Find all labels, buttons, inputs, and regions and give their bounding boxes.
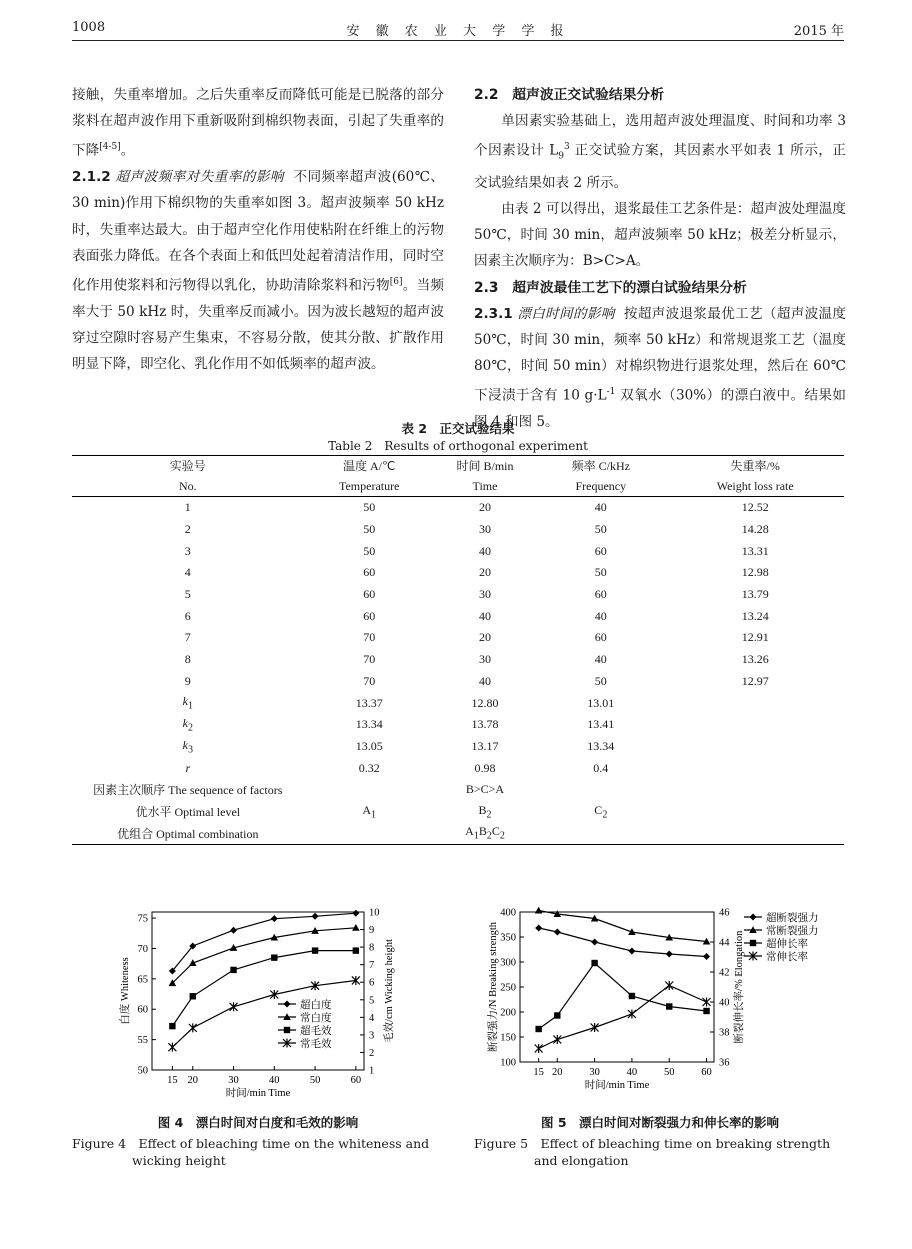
y2-tick-label: 8	[369, 942, 375, 954]
y-tick-label: 55	[137, 1035, 148, 1047]
publication-year: 2015 年	[793, 24, 844, 39]
x-tick-label: 30	[228, 1075, 239, 1086]
data-point	[230, 927, 237, 934]
data-point	[190, 993, 196, 999]
legend-label: 超毛效	[300, 1026, 332, 1037]
y-axis-label: 断裂强力/N Breaking strength	[488, 921, 499, 1053]
x-tick-label: 40	[626, 1067, 638, 1078]
data-point	[591, 1023, 599, 1032]
y2-tick-label: 42	[719, 967, 730, 979]
sequence-row: 因素主次顺序 The sequence of factors B>C>A	[93, 782, 505, 798]
y2-tick-label: 10	[369, 907, 380, 919]
data-point	[703, 998, 711, 1007]
paragraph: 2.1.2 超声波频率对失重率的影响 不同频率超声波(60℃、30 min)作用下棉织物的失重率如图 3。超声波频率 50 kHz 时，失重率达最大。由于超声空化作用使粘附在纤维上的污物表面张力降低。在各个表面上和低凹处起着清洁作用，同时空化作用使浆料和污物得以乳化，协助清除浆料和污物[6]。当频率大于 50 kHz 时，失重率反而减小。因为波长越短的超声波穿过空隙时容易产生集束，不容易分散，使其分散、扩散作用明显下降，即空化、乳化作用不如低频率的超声波。	[72, 169, 444, 373]
strength-elongation-chart	[476, 900, 856, 1100]
series-line	[539, 928, 707, 957]
left-column	[72, 82, 444, 377]
x-tick-label: 20	[552, 1067, 563, 1078]
data-point	[535, 907, 543, 914]
legend-label: 常伸长率	[766, 952, 808, 963]
y-tick-label: 150	[500, 1032, 516, 1044]
table-caption-zh: 表 2 正交试验结果	[401, 421, 515, 436]
col-header: 温度 A/℃	[304, 456, 435, 477]
y2-tick-label: 3	[369, 1030, 375, 1042]
paragraph: 由表 2 可以得出，退浆最佳工艺条件是：超声波处理温度 50℃，时间 30 min，超声波频率 50 kHz；极差分析显示，因素主次顺序为：B>C>A。	[474, 201, 846, 270]
col-header: No.	[72, 476, 304, 497]
data-point	[169, 1023, 175, 1029]
data-point	[703, 953, 710, 960]
series-line	[172, 913, 355, 971]
section-number: 2.3.1	[474, 305, 513, 322]
data-point	[665, 981, 673, 990]
figure-4	[108, 900, 418, 1104]
table-row: 7 70 20 60 12.91	[184, 630, 769, 645]
y2-tick-label: 36	[719, 1057, 730, 1069]
x-tick-label: 15	[533, 1067, 544, 1078]
x-tick-label: 50	[309, 1075, 321, 1086]
y-tick-label: 200	[500, 1007, 516, 1019]
data-point	[271, 954, 277, 960]
x-tick-label: 30	[589, 1067, 600, 1078]
y2-tick-label: 4	[369, 1012, 375, 1024]
y2-tick-label: 9	[369, 925, 375, 937]
y2-tick-label: 46	[719, 907, 730, 919]
x-tick-label: 60	[701, 1067, 712, 1078]
data-point	[591, 939, 598, 946]
data-point	[535, 1026, 541, 1032]
data-point	[230, 967, 236, 973]
y2-tick-label: 6	[369, 977, 375, 989]
data-point	[271, 915, 278, 922]
table-row: 3 50 40 60 13.31	[184, 543, 769, 558]
y-tick-label: 50	[137, 1065, 148, 1077]
table-row: 2 50 30 50 14.28	[184, 522, 769, 537]
plot-frame	[152, 912, 364, 1070]
range-row: r 0.32 0.98 0.4	[185, 760, 609, 775]
y2-tick-label: 38	[719, 1027, 730, 1039]
col-header: 实验号	[72, 456, 304, 477]
series-line	[172, 928, 355, 983]
data-point	[553, 1035, 561, 1044]
y-tick-label: 250	[500, 982, 516, 994]
table-caption-en: Table 2 Results of orthogonal experiment	[328, 439, 588, 453]
x-tick-label: 40	[269, 1075, 280, 1086]
legend-label: 超断裂强力	[766, 913, 819, 924]
y-tick-label: 100	[500, 1057, 516, 1069]
data-point	[629, 993, 635, 999]
paragraph: 2.3.1 漂白时间的影响 按超声波退浆最优工艺（超声波温度 50℃，时间 30 min，频率 50 kHz）和常规退浆工艺（温度 80℃，时间 50 min）对棉织物进行退浆处理，然后在 60℃下浸渍于含有 10 $g\cdot L^{-1}$ 双氧水（30%）的漂白液中。结果如图 4 和图 5。	[474, 305, 847, 431]
data-point	[666, 951, 673, 958]
k-row: $k_3$ 13.05 13.17 13.34	[182, 737, 615, 756]
col-header: 失重率/%	[666, 456, 844, 477]
data-point	[666, 1003, 672, 1009]
section-title: 漂白时间的影响	[517, 305, 615, 322]
data-point	[353, 947, 359, 953]
y2-tick-label: 1	[369, 1065, 375, 1077]
legend-label: 超白度	[300, 1000, 332, 1011]
journal-name: 安 徽 农 业 大 学 学 报	[346, 24, 570, 39]
results-table	[72, 455, 844, 845]
data-point	[312, 913, 319, 920]
y2-tick-label: 40	[719, 997, 730, 1009]
legend-marker	[284, 1001, 291, 1008]
x-tick-label: 50	[663, 1067, 675, 1078]
citation: [6]	[389, 276, 403, 287]
data-point	[270, 990, 278, 999]
table-row: 4 60 20 50 12.98	[184, 565, 769, 580]
legend-label: 超伸长率	[766, 939, 808, 950]
col-header: Temperature	[304, 476, 435, 497]
y-tick-label: 65	[137, 974, 148, 986]
x-axis-label: 时间/min Time	[584, 1080, 650, 1091]
data-point	[535, 925, 542, 932]
table-row: 9 70 40 50 12.97	[184, 673, 769, 688]
x-tick-label: 60	[350, 1075, 362, 1086]
data-point	[230, 1002, 238, 1011]
col-header: Frequency	[535, 476, 666, 497]
page-number: 1008	[72, 20, 106, 35]
y2-axis-label: 毛效/cm Wicking height	[384, 939, 395, 1043]
legend-label: 常断裂强力	[766, 926, 819, 937]
y-tick-label: 75	[137, 913, 148, 925]
legend-marker	[750, 940, 756, 946]
legend-marker	[284, 1027, 290, 1033]
section-heading: 2.2 超声波正交试验结果分析	[474, 87, 665, 103]
paragraph: 单因素实验基础上，选用超声波处理温度、时间和功率 3 个因素设计 $L_9^3$ 正交试验方案，其因素水平如表 1 所示，正交试验结果如表 2 所示。	[474, 113, 846, 191]
x-tick-label: 15	[167, 1075, 178, 1086]
optimal-combination-row: 优组合 Optimal combination $A_1B_2C_2$	[72, 822, 844, 844]
k-row: $k_1$ 13.37 12.80 13.01	[182, 694, 615, 712]
col-header: Time	[435, 476, 535, 497]
col-header: Weight loss rate	[666, 476, 844, 497]
data-point	[703, 1008, 709, 1014]
y2-tick-label: 5	[369, 995, 375, 1007]
data-point	[352, 910, 359, 917]
figure-5-caption: 图 5 漂白时间对断裂强力和伸长率的影响 Figure 5 Effect of bleaching time on breaking strength and elongation	[474, 1115, 831, 1168]
y-tick-label: 60	[137, 1004, 148, 1016]
y-tick-label: 400	[500, 907, 516, 919]
legend-marker	[750, 914, 757, 921]
y-tick-label: 300	[500, 957, 516, 969]
right-column	[474, 82, 846, 435]
section-title: 超声波频率对失重率的影响	[115, 169, 284, 186]
data-point	[189, 1023, 197, 1032]
y2-tick-label: 2	[369, 1047, 375, 1059]
series-line	[539, 986, 707, 1049]
section-number: 2.1.2	[72, 169, 111, 186]
data-point	[554, 1012, 560, 1018]
plot-frame	[520, 912, 714, 1062]
y2-tick-label: 44	[719, 937, 730, 949]
y-tick-label: 350	[500, 932, 516, 944]
data-point	[168, 1043, 176, 1052]
k-row: $k_2$ 13.34 13.78 13.41	[182, 716, 615, 734]
data-point	[554, 929, 561, 936]
table-row: 6 60 40 40 13.24	[184, 608, 769, 623]
y-axis-label: 白度 Whiteness	[120, 957, 131, 1025]
y2-tick-label: 7	[369, 960, 375, 972]
data-point	[312, 947, 318, 953]
table-row: 1 50 20 40 12.52	[184, 500, 769, 515]
figure-5	[476, 900, 856, 1104]
y-tick-label: 70	[137, 943, 148, 955]
data-point	[591, 960, 597, 966]
figure-4-caption: 图 4 漂白时间对白度和毛效的影响 Figure 4 Effect of bleaching time on the whiteness and wicking height	[72, 1115, 430, 1168]
data-point	[535, 1044, 543, 1053]
legend-label: 常白度	[300, 1013, 332, 1024]
optimal-level-row: 优水平 Optimal level $A_1$ $B_2$ $C_2$	[135, 802, 608, 821]
col-header: 频率 C/kHz	[535, 456, 666, 477]
citation: [4-5]	[99, 142, 121, 153]
section-heading: 2.3 超声波最佳工艺下的漂白试验结果分析	[474, 279, 747, 296]
legend-label: 常毛效	[300, 1039, 332, 1050]
x-tick-label: 20	[187, 1075, 199, 1086]
data-point	[628, 948, 635, 955]
data-point	[628, 1010, 636, 1019]
table-row: 8 70 30 40 13.26	[184, 652, 769, 667]
y2-axis-label: 断裂伸长率/% Elongation	[734, 930, 745, 1044]
x-axis-label: 时间/min Time	[225, 1088, 291, 1099]
paragraph: 接触，失重率增加。之后失重率反而降低可能是已脱落的部分浆料在超声波作用下重新吸附到棉织物表面，引起了失重率的下降[4-5]。	[72, 87, 444, 159]
table-row: 5 60 30 60 13.79	[184, 587, 769, 602]
series-line	[539, 963, 707, 1029]
series-line	[539, 911, 707, 942]
col-header: 时间 B/min	[435, 456, 535, 477]
running-header	[72, 18, 844, 41]
whiteness-wicking-chart	[108, 900, 418, 1100]
